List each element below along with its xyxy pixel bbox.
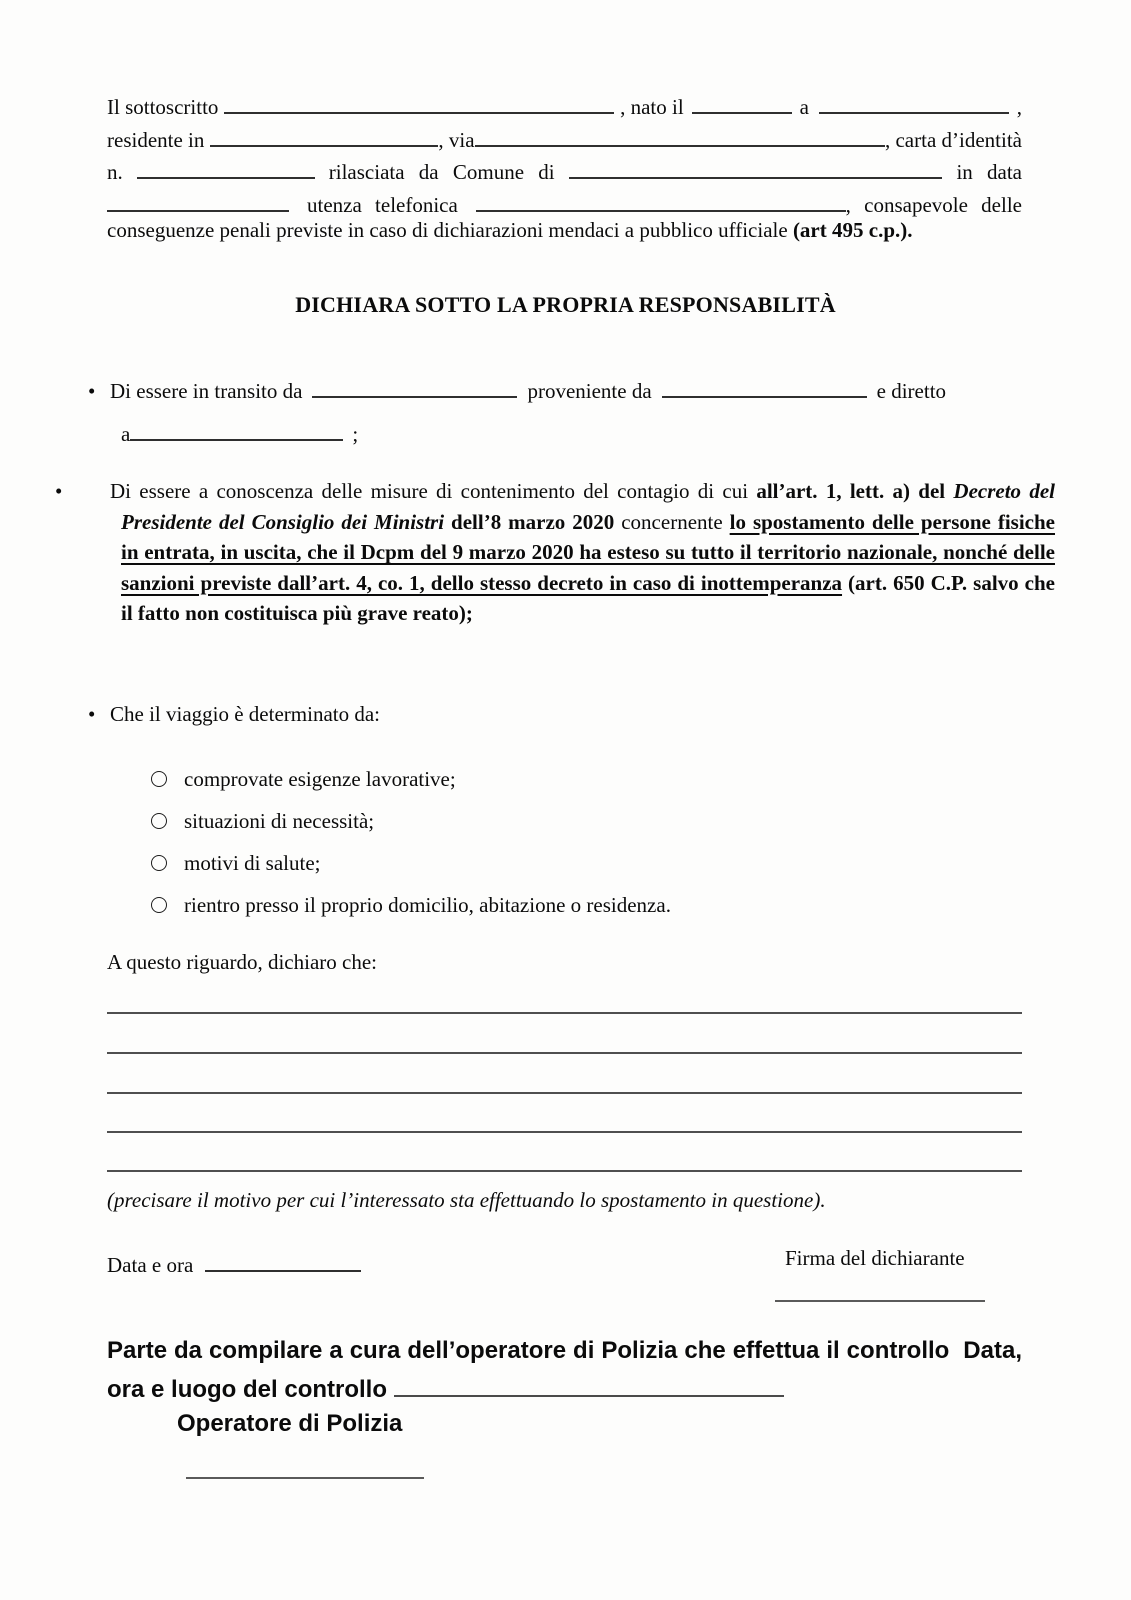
misure-text-art650: (art. 650 C.P. salvo che il fatto non costituisca più grave reato); [121, 570, 1055, 626]
option-rientro-domicilio [151, 884, 671, 926]
label-carta-identita: , carta d’identità [884, 127, 1022, 152]
label-consapevole: , consapevole delle [845, 192, 1022, 217]
note-precisare: (precisare il motivo per cui l’interessato sta effettuando lo spostamento in questione). [107, 1188, 826, 1212]
label-semicolon: ; [352, 422, 359, 446]
police-section-text: Parte da compilare a cura dell’operatore di Polizia che effettua il controllo Data, ora e luogo del controllo [107, 1337, 1022, 1403]
data-ora-row [107, 1246, 361, 1278]
blank-telefono-field [476, 186, 846, 212]
label-data-e-ora: Data e ora [107, 1253, 194, 1277]
blank-operatore-firma-field [186, 1477, 424, 1479]
blank-nato-il-field [692, 88, 792, 114]
intro-line-5 [107, 218, 1022, 251]
intro-line-2 [107, 121, 1022, 154]
intro-line-3 [107, 153, 1022, 186]
label-via: , via [438, 127, 475, 152]
label-e-diretto: e diretto [876, 379, 947, 403]
writing-line-1 [107, 1012, 1022, 1014]
bullet-transito [88, 372, 1003, 458]
option-label: rientro presso il proprio domicilio, abitazione o residenza. [184, 892, 671, 917]
option-label: comprovate esigenze lavorative; [184, 766, 456, 791]
intro-line-1 [107, 88, 1022, 121]
label-comma: , [1016, 95, 1023, 119]
option-necessita [151, 800, 671, 842]
blank-proveniente-da-field [662, 372, 867, 398]
blank-nato-a-field [819, 88, 1009, 114]
label-art-495: (art 495 c.p.). [792, 218, 913, 242]
option-salute [151, 842, 671, 884]
label-operatore-polizia: Operatore di Polizia [177, 1410, 403, 1437]
writing-line-3 [107, 1092, 1022, 1094]
blank-via-field [475, 121, 885, 147]
viaggio-options-list [151, 758, 671, 926]
bullet-icon: • [88, 702, 96, 726]
label-riguardo: A questo riguardo, dichiaro che: [107, 950, 378, 974]
writing-line-4 [107, 1131, 1022, 1133]
label-n: n. [107, 160, 123, 184]
misure-text-art1: all’art. 1, lett. a) del [756, 479, 954, 503]
radio-circle-icon [151, 771, 167, 787]
transito-line-2 [88, 415, 1003, 458]
police-section [107, 1332, 1022, 1408]
label-firma-dichiarante: Firma del dichiarante [785, 1246, 965, 1270]
transito-line-1 [88, 372, 1003, 415]
radio-circle-icon [151, 855, 167, 871]
blank-comune-field [569, 153, 943, 179]
blank-diretto-a-field [130, 415, 343, 441]
bullet-icon: • [55, 479, 63, 503]
radio-circle-icon [151, 813, 167, 829]
misure-text-decreto: Decreto del Presidente del Consiglio dei Ministri [121, 479, 1055, 534]
option-label: motivi di salute; [184, 850, 321, 875]
label-nato-il: , nato il [620, 95, 684, 119]
blank-controllo-field [394, 1369, 784, 1397]
intro-paragraph [107, 88, 1022, 251]
label-il-sottoscritto: Il sottoscritto [107, 95, 219, 119]
blank-transito-da-field [312, 372, 517, 398]
misure-text-concernente: concernente [621, 509, 730, 534]
label-utenza-telefonica: utenza telefonica [307, 192, 458, 217]
label-residente-in: residente in [107, 127, 205, 152]
blank-carta-numero-field [137, 153, 315, 179]
label-conseguenze: conseguenze penali previste in caso di dichiarazioni mendaci a pubblico ufficiale [107, 218, 793, 242]
blank-residente-field [210, 121, 438, 147]
misure-text-data-decreto: dell’8 marzo 2020 [444, 509, 622, 534]
label-in-data: in data [956, 160, 1022, 184]
page-title: DICHIARA SOTTO LA PROPRIA RESPONSABILITÀ [295, 292, 836, 317]
intro-line-4 [107, 186, 1022, 219]
bullet-viaggio [88, 702, 380, 727]
misure-text-spostamento: lo spostamento delle persone fisiche in entrata, in uscita, che il Dcpm del 9 marzo 2020 ha esteso su tutto il territorio nazionale, nonché delle sanzioni previste dall’art. 4, co. 1, dello stesso decreto in caso di inottemperanza [121, 509, 1055, 595]
label-a: a [799, 95, 809, 119]
misure-text-normal: Di essere a conoscenza delle misure di contenimento del contagio di cui [110, 479, 757, 503]
radio-circle-icon [151, 897, 167, 913]
blank-data-ora-field [205, 1246, 361, 1272]
option-label: situazioni di necessità; [184, 808, 375, 833]
label-diretto-a: a [121, 422, 131, 446]
blank-firma-field [775, 1300, 985, 1302]
label-viaggio-determinato: Che il viaggio è determinato da: [110, 702, 381, 726]
writing-line-2 [107, 1052, 1022, 1054]
bullet-misure [55, 476, 1055, 629]
blank-data-rilascio-field [107, 186, 289, 212]
option-esigenze-lavorative [151, 758, 671, 800]
label-transito-da: Di essere in transito da [110, 379, 303, 403]
writing-line-5 [107, 1170, 1022, 1172]
label-rilasciata-comune: rilasciata da Comune di [328, 160, 555, 184]
bullet-icon: • [88, 379, 96, 403]
label-proveniente-da: proveniente da [527, 379, 652, 403]
blank-sottoscritto-field [224, 88, 614, 114]
